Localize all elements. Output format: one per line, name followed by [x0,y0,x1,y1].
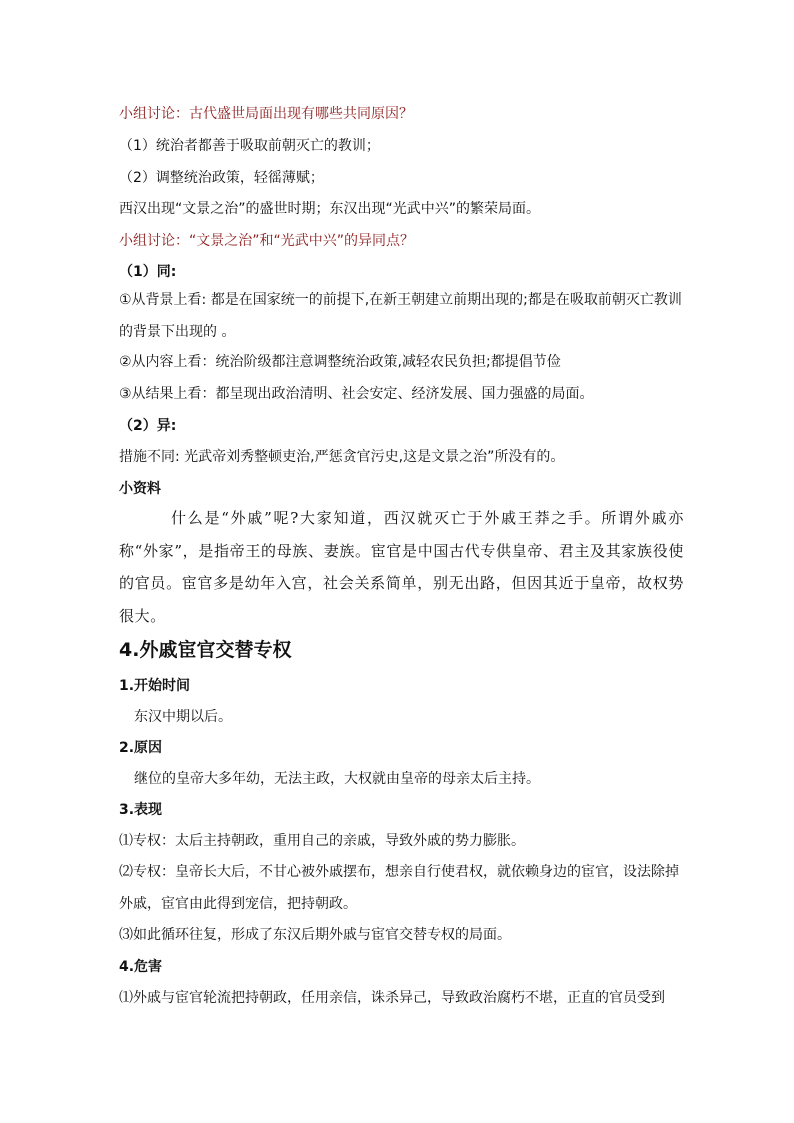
subsection-3-item-1: ⑴专权：太后主持朝政，重用自己的亲戚，导致外戚的势力膨胀。 [119,833,525,849]
subsection-3-title: 3.表现 [119,802,163,818]
discussion-summary: 西汉出现“文景之治”的盛世时期；东汉出现“光武中兴”的繁荣局面。 [119,201,541,217]
same-point-1: ①从背景上看: 都是在国家统一的前提下,在新王朝建立前期出现的;都是在吸取前朝灭亡教训的背景下出现的 。 [119,292,682,340]
discussion-question-1: 小组讨论：古代盛世局面出现有哪些共同原因？ [119,106,413,122]
subsection-3-item-3: ⑶如此循环往复，形成了东汉后期外戚与宦官交替专权的局面。 [119,927,511,943]
subsection-4-title: 4.危害 [119,959,163,975]
discussion-point-2: （2）调整统治政策，轻徭薄赋； [119,170,324,186]
discussion-point-1: （1）统治者都善于吸取前朝灭亡的教训； [119,138,380,154]
same-heading: （1）同: [119,264,177,280]
same-point-2: ②从内容上看：统治阶级都注意调整统治政策,减轻农民负担;都提倡节俭 [119,354,561,370]
subsection-3-item-2: ⑵专权：皇帝长大后，不甘心被外戚摆布，想亲自行使君权，就依赖身边的宦官，设法除掉外戚，宦官由此得到宠信，把持朝政。 [119,864,679,912]
subsection-2-text: 继位的皇帝大多年幼，无法主政，大权就由皇帝的母亲太后主持。 [134,771,540,787]
section-4-title: 4.外戚宦官交替专权 [119,639,292,661]
subsection-1-title: 1.开始时间 [119,678,191,694]
subsection-2-title: 2.原因 [119,740,163,756]
diff-heading: （2）异: [119,418,177,434]
subsection-4-item-1: ⑴外戚与宦官轮流把持朝政，任用亲信，诛杀异己，导致政治腐朽不堪，正直的官员受到 [119,990,665,1006]
material-text: 什么是“外戚”呢?大家知道，西汉就灭亡于外戚王莽之手。所谓外戚亦称“外家”，是指帝王的母族、妻族。宦官是中国古代专供皇帝、君主及其家族役使的官员。宦官多是幼年入宫，社会关系简单，别无出路，但因其近于皇帝，故权势很大。 [119,509,684,625]
same-point-3: ③从结果上看：都呈现出政治清明、社会安定、经济发展、国力强盛的局面。 [119,386,594,402]
diff-point: 措施不同: 光武帝刘秀整顿吏治,严惩贪官污史,这是文景之治”所没有的。 [119,449,565,465]
subsection-1-text: 东汉中期以后。 [134,709,232,725]
material-heading: 小资料 [119,481,161,497]
discussion-question-2: 小组讨论：“文景之治”和“光武中兴”的异同点？ [119,233,415,249]
